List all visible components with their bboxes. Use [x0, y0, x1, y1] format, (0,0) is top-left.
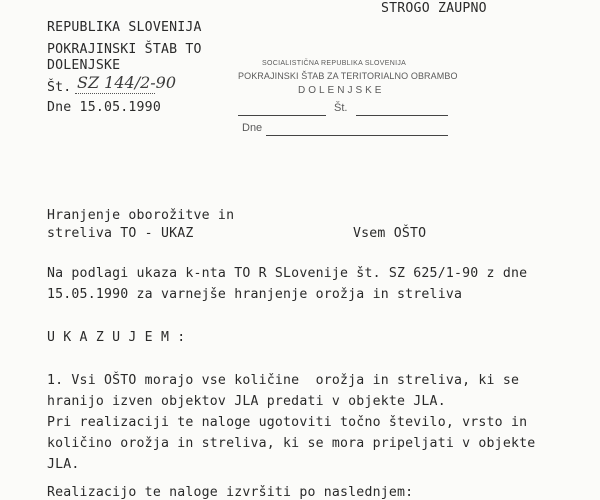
document-date: Dne 15.05.1990 [47, 100, 161, 115]
stamp-dne-field [266, 135, 448, 136]
org-name-line2: POKRAJINSKI ŠTAB TO [47, 42, 202, 57]
stamp-st-label: Št. [334, 102, 348, 114]
stamp-st-field [356, 115, 448, 116]
stamp-line1: SOCIALISTIČNA REPUBLIKA SLOVENIJA [262, 60, 407, 67]
intro-line1: Na podlagi ukaza k-nta TO R SLovenije št. SZ 625/1-90 z dne [47, 266, 528, 281]
org-name-line1: REPUBLIKA SLOVENIJA [47, 20, 202, 35]
subject-line1: Hranjenje oborožitve in [47, 208, 235, 223]
paragraph1-line5: JLA. [47, 457, 80, 472]
stamp-number-field [238, 115, 326, 116]
paragraph1-line2: hranijo izven objektov JLA predati v objekte JLA. [47, 394, 446, 409]
org-name-line3: DOLENJSKE [47, 58, 121, 73]
reference-handwritten: SZ 144/2-90 [77, 73, 177, 92]
reference-prefix: Št. [47, 80, 72, 95]
paragraph1-line1: 1. Vsi OŠTO morajo vse količine orožja in streliva, ki se [47, 373, 520, 388]
order-heading: U K A Z U J E M : [47, 330, 186, 345]
stamp-line2: POKRAJINSKI ŠTAB ZA TERITORIALNO OBRAMBO [238, 71, 458, 81]
official-stamp [238, 60, 488, 178]
addressee: Vsem OŠTO [353, 226, 427, 241]
intro-line2: 15.05.1990 za varnejše hranjenje orožja in streliva [47, 287, 463, 302]
reference-underline [75, 93, 155, 94]
paragraph2-line1: Realizacijo te naloge izvršiti po naslednjem: [47, 485, 414, 500]
stamp-dne-label: Dne [242, 122, 263, 134]
stamp-line3: DOLENJSKE [298, 85, 385, 96]
subject-line2: streliva TO - UKAZ [47, 226, 194, 241]
paragraph1-line3: Pri realizaciji te naloge ugotoviti točno število, vrsto in [47, 415, 528, 430]
paragraph1-line4: količino orožja in streliva, ki se mora pripeljati v objekte [47, 436, 536, 451]
classification-label: STROGO ZAUPNO [381, 1, 487, 16]
reference-number [47, 73, 177, 95]
